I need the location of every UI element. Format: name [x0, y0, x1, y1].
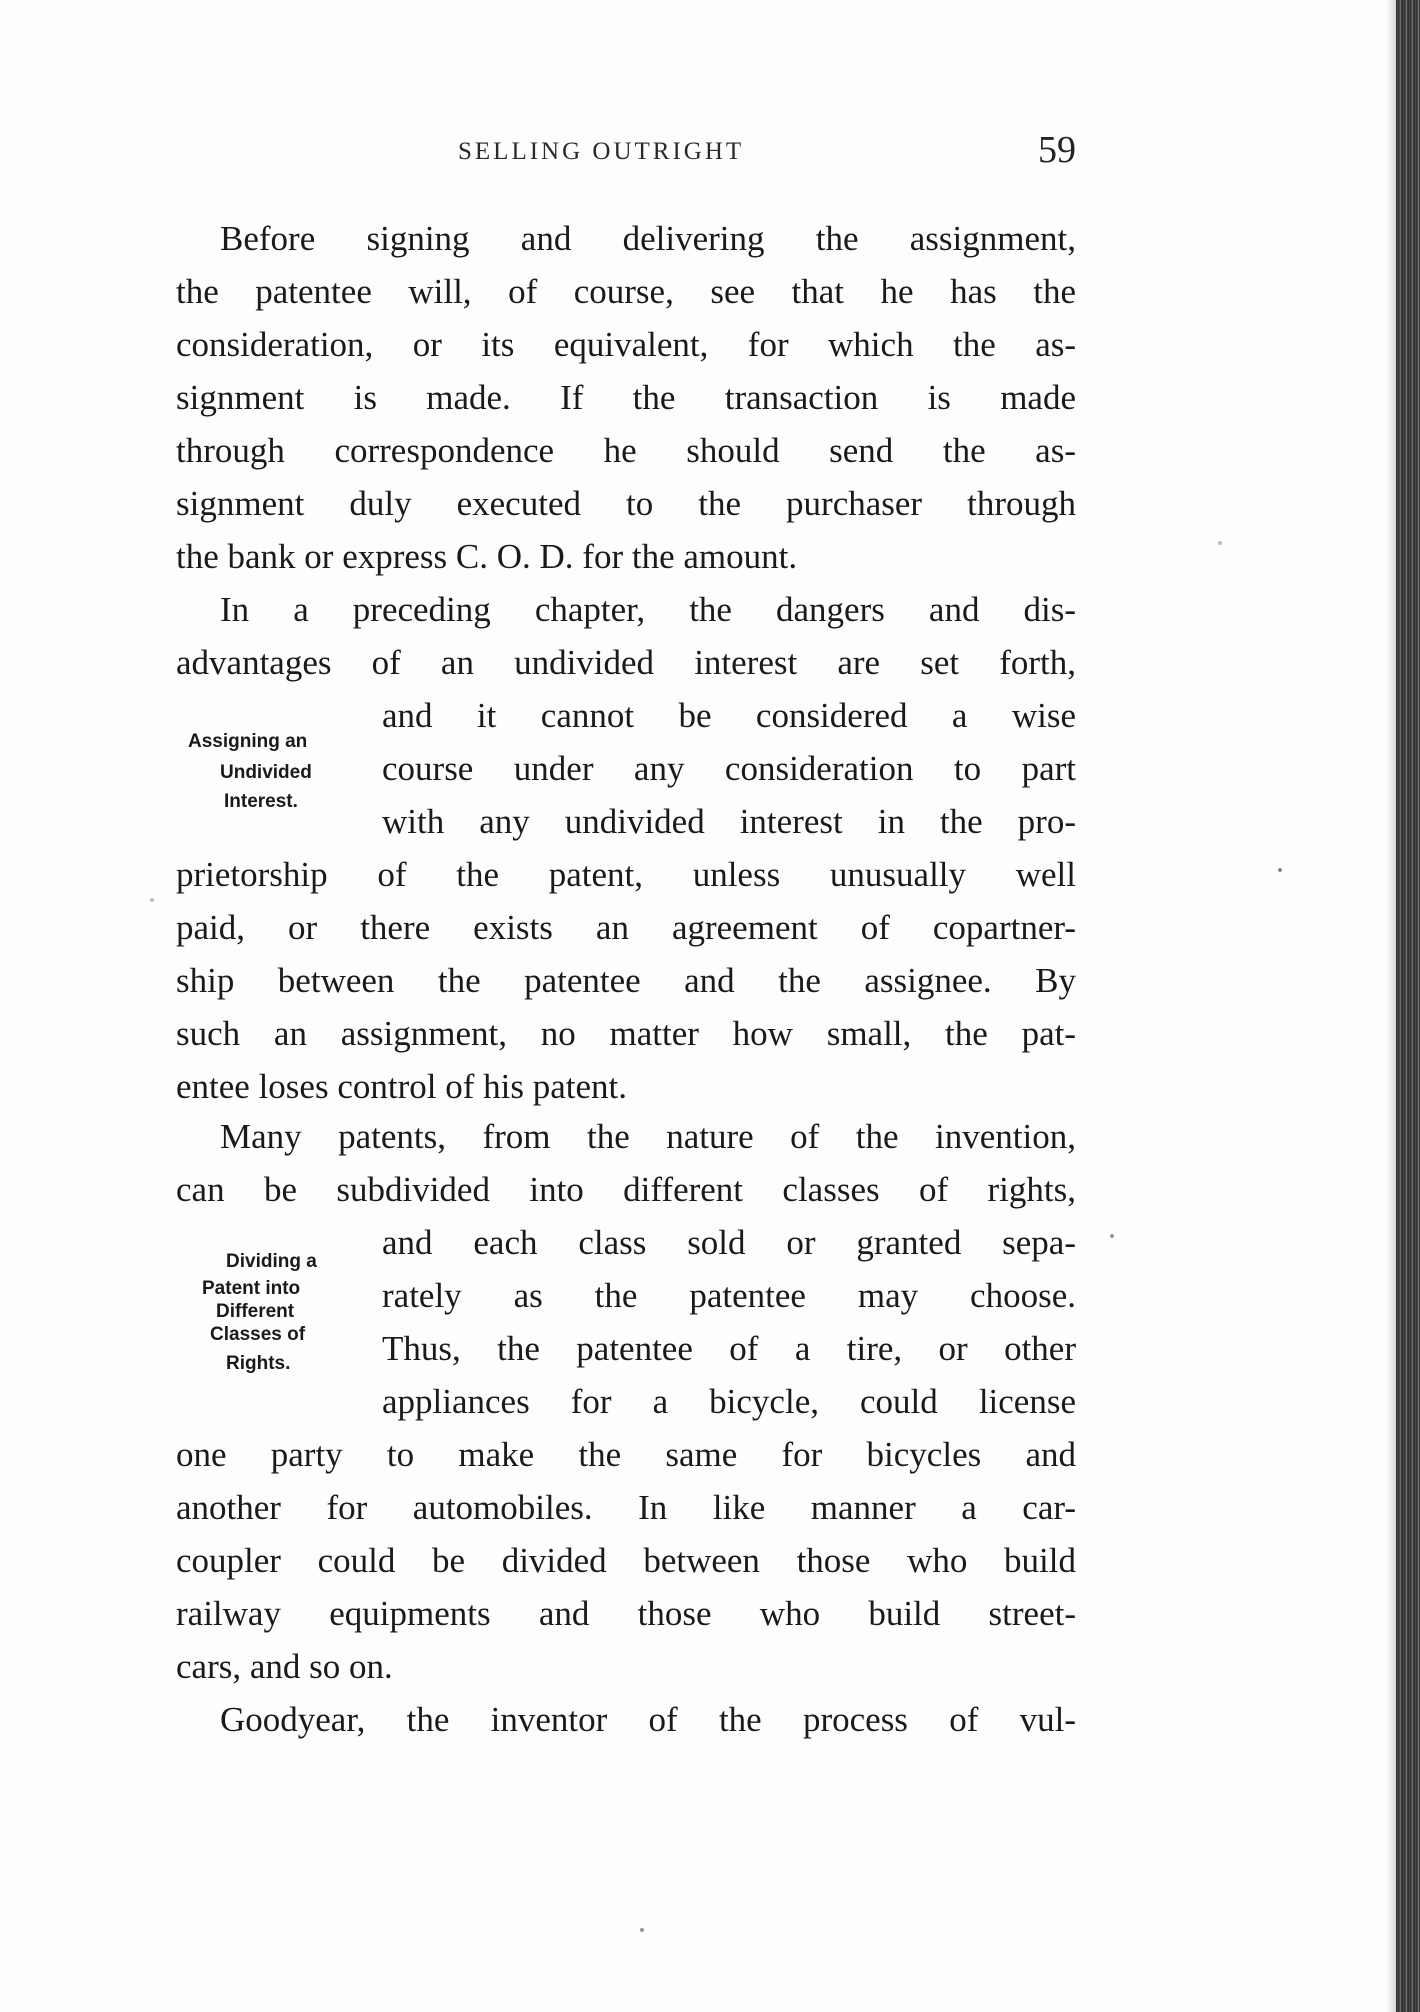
sidenote-dividing-patent — [190, 1250, 370, 1375]
text-line: another for automobiles. In like manner a car- — [176, 1488, 1076, 1527]
sidenote-line: Assigning an — [188, 731, 308, 752]
text-line: ship between the patentee and the assignee. By — [176, 961, 1076, 1000]
text-line: prietorship of the patent, unless unusually well — [176, 855, 1076, 894]
sidenote-line: Classes of — [210, 1324, 306, 1345]
page-number: 59 — [1038, 129, 1076, 171]
running-head — [176, 129, 1076, 174]
paragraph-1 — [176, 212, 1076, 583]
sidenote-line: Dividing a — [226, 1251, 317, 1272]
text-line: rately as the patentee may choose. — [382, 1276, 1076, 1315]
text-line: railway equipments and those who build street- — [176, 1594, 1076, 1633]
sidenote-line: Rights. — [226, 1353, 291, 1374]
running-head-title: SELLING OUTRIGHT — [458, 138, 745, 165]
text-line: signment duly executed to the purchaser through — [176, 484, 1076, 523]
text-line: the patentee will, of course, see that he has the — [176, 272, 1076, 311]
paragraph-2 — [176, 583, 1076, 1113]
text-line: coupler could be divided between those who build — [176, 1541, 1076, 1580]
paragraph-3 — [176, 1110, 1076, 1693]
sidenote-line: Different — [216, 1301, 295, 1322]
text-line: signment is made. If the transaction is made — [176, 378, 1076, 417]
text-line: can be subdivided into different classes of rights, — [176, 1170, 1076, 1209]
text-line: In a preceding chapter, the dangers and dis- — [220, 590, 1076, 629]
text-line: the bank or express C. O. D. for the amount. — [176, 537, 798, 576]
text-line: with any undivided interest in the pro- — [382, 802, 1076, 841]
text-line: course under any consideration to part — [382, 749, 1076, 788]
text-line: one party to make the same for bicycles and — [176, 1435, 1076, 1474]
text-line: paid, or there exists an agreement of copartner- — [176, 908, 1076, 947]
sidenote-line: Interest. — [224, 791, 298, 812]
sidenote-assigning-undivided-interest — [180, 730, 360, 813]
text-line: consideration, or its equivalent, for which the as- — [176, 325, 1076, 364]
paragraph-4 — [176, 1693, 1076, 1746]
text-line: advantages of an undivided interest are set forth, — [176, 643, 1076, 682]
text-line: Goodyear, the inventor of the process of vul- — [220, 1700, 1076, 1739]
text-line: such an assignment, no matter how small, the pat- — [176, 1014, 1076, 1053]
scan-speck — [150, 898, 154, 902]
scan-speck — [1110, 1234, 1114, 1238]
text-line: Before signing and delivering the assignment, — [220, 219, 1076, 258]
scan-speck — [640, 1928, 644, 1932]
text-line: and it cannot be considered a wise — [382, 696, 1076, 735]
page-edge-shadow — [1386, 0, 1396, 2012]
book-binding-edge — [1396, 0, 1420, 2012]
text-line: Thus, the patentee of a tire, or other — [382, 1329, 1076, 1368]
text-line: cars, and so on. — [176, 1647, 393, 1686]
text-line: through correspondence he should send the as- — [176, 431, 1076, 470]
sidenote-line: Patent into — [202, 1278, 301, 1299]
text-line: entee loses control of his patent. — [176, 1067, 627, 1106]
scan-speck — [1218, 541, 1222, 545]
text-line: and each class sold or granted sepa- — [382, 1223, 1076, 1262]
scan-speck — [1278, 868, 1282, 872]
text-line: Many patents, from the nature of the invention, — [220, 1117, 1076, 1156]
sidenote-line: Undivided — [220, 762, 312, 783]
text-line: appliances for a bicycle, could license — [382, 1382, 1076, 1421]
